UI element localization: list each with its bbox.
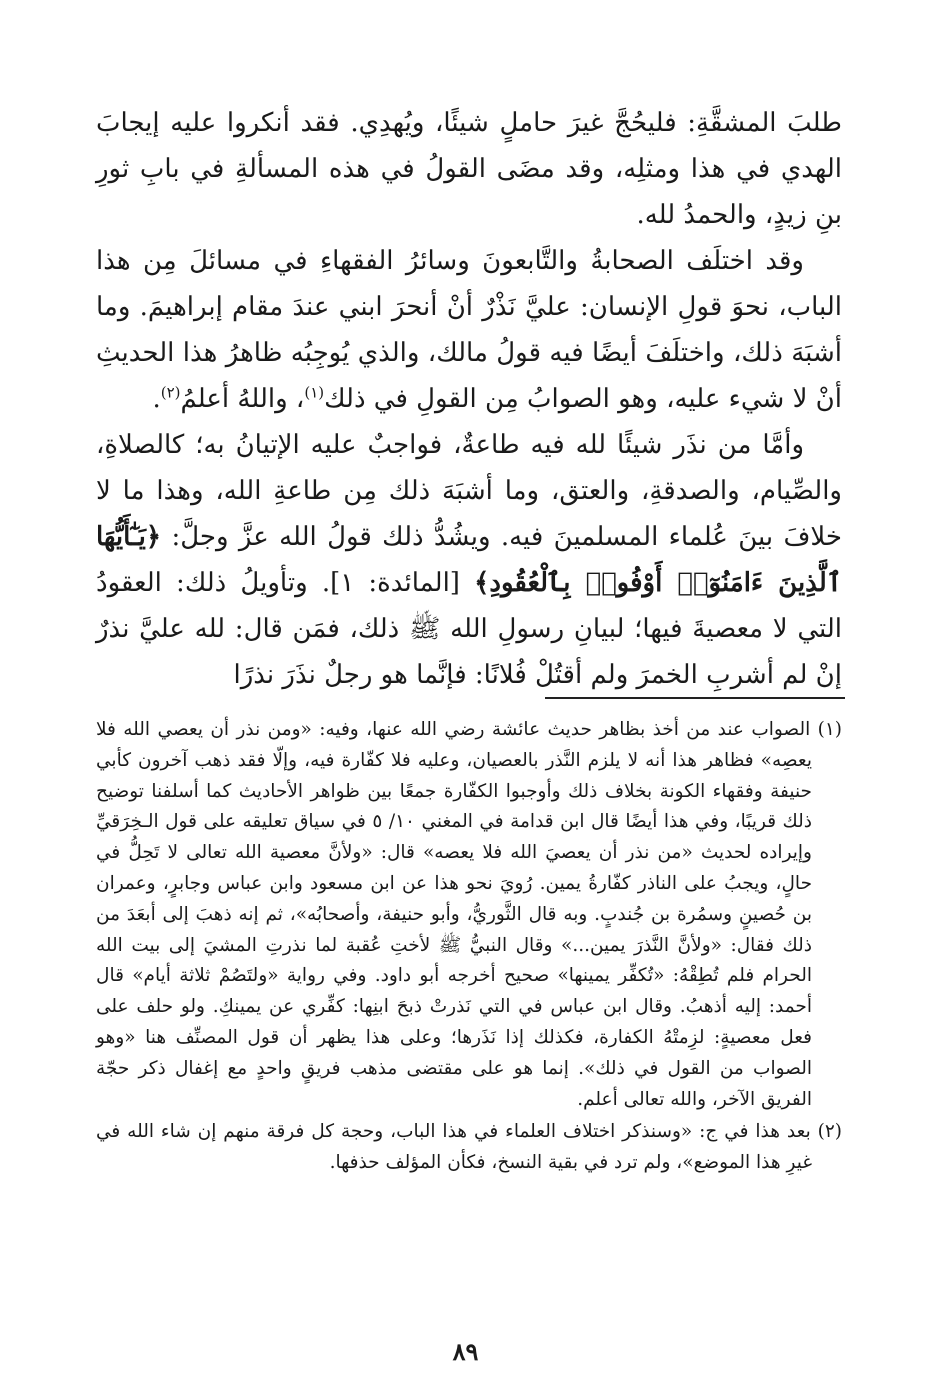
footnote-ref-2[interactable]: (٢) <box>160 383 181 402</box>
paragraph-2-text: وقد اختلَف الصحابةُ والتَّابعونَ وسائرُ الفقهاءِ في مسائلَ مِن هذا الباب، نحوَ قولِ الإنسان: عليَّ نَذْرٌ أنْ أنحرَ ابني عندَ مقام إبراهيمَ. وما أشبَهَ ذلك، واختلَفَ أيضًا فيه قولُ مالك، والذي يُوجِبُه ظاهرُ هذا الحديثِ أنْ لا شيء عليه، وهو الصوابُ مِن القولِ في ذلك <box>96 246 842 414</box>
footnote-2: (٢) بعد هذا في ج: «وسنذكر اختلاف العلماء في هذا الباب، وحجة كل فرقة منهم إن شاء الله في غيرِ هذا الموضع»، ولم ترد في بقية النسخ، فكأن المؤلف حذفها. <box>96 1121 842 1174</box>
quran-verse: ﴿يَـٰٓأَيُّهَا ٱلَّذِينَ ءَامَنُوٓا۟ أَوْفُوا۟ بِٱلْعُقُودِ﴾ <box>96 522 842 598</box>
footnote-ref-1[interactable]: (١) <box>304 383 325 402</box>
footnotes <box>96 715 842 1181</box>
paragraph-2-continued: ، واللهُ أعلمُ <box>180 384 305 414</box>
paragraph-3 <box>96 422 842 698</box>
footnote-1: (١) الصواب عند من أخذ بظاهر حديث عائشة رضي الله عنها، وفيه: «ومن نذر أن يعصي الله فلا يعصِه» فظاهر هذا أنه لا يلزم النَّذر بالعصيان، وعليه فلا كفّارة فيه، وإلّا فقد ذهب آخرون كأبي حنيفة وفقهاء الكونة بخلاف ذلك وأوجبوا الكفّارة جمعًا بين ظواهر الأحاديث كما أسلفنا توضيح ذلك قريبًا، وفي هذا أيضًا قال ابن قدامة في المغني ١٠/ ٥ في سياق تعليقه على قول الـخِرَقيِّ وإيراده لحديث «من نذر أن يعصيَ الله فلا يعصه» قال: «ولأنَّ معصية الله تعالى لا تَحِلُّ في حالٍ، ويجبُ على الناذر كفّارةُ يمين. رُويَ نحو هذا عن ابن مسعود وابن عباس وجابرٍ، وعمران بن حُصينٍ وسمُرة بن جُندبٍ. وبه قال الثَّوريُّ، وأبو حنيفة، وأصحابُه»، ثم إنه ذهبَ إلى أبعَدَ من ذلك فقال: «ولأنَّ النَّذرَ يمين...» وقال النبيُّ ﷺ لأختِ عُقبة لما نذرتِ المشيَ إلى بيت الله الحرام فلم تُطِقْهُ: «تُكفِّر يمينها» صحيح أخرجه أبو داود. وفي رواية «ولتَصُمْ ثلاثة أيام» قال أحمد: إليه أذهبُ. وقال ابن عباس في التي نَذرتْ ذبحَ ابنِها: كفِّري عن يمينكِ. ولو حلف على فعل معصيةٍ: لزِمتْهُ الكفارة، فكذلك إذا نَذَرها؛ وعلى هذا يظهر أن قول المصنِّف هنا «وهو الصواب من القول في ذلك». إنما هو على مقتضى مذهب فريقٍ واحدٍ مع إغفال ذكر حجّة الفريق الآخر، والله تعالى أعلم. <box>96 719 842 1110</box>
paragraph-3-text: وأمَّا من نذَر شيئًا لله فيه طاعةٌ، فواجبٌ عليه الإتيانُ به؛ كالصلاةِ، والصِّيام، والصدقةِ، والعتق، وما أشبَهَ ذلك مِن طاعةِ الله، وهذا ما لا خلافَ بينَ عُلماء المسلمينَ فيه. ويشُدُّ ذلك قولُ الله عزَّ وجلَّ: <box>96 430 842 552</box>
main-text <box>96 100 842 698</box>
paragraph-1: طلبَ المشقَّةِ: فليحُجَّ غيرَ حاملٍ شيئًا، ويُهدِي. فقد أنكروا عليه إيجابَ الهدي في هذا ومثلِه، وقد مضَى القولُ في هذه المسألةِ في بابِ ثورِ بنِ زيدٍ، والحمدُ لله. <box>96 108 842 230</box>
paragraph-3-continued: [المائدة: ١]. وتأويلُ ذلك: العقودُ التي لا معصيةَ فيها؛ لبيانِ رسولِ الله ﷺ ذلك، فمَن قال: لله عليَّ نذرٌ إنْ لم أشربِ الخمرَ ولم أقتُلْ فُلانًا: فإنَّما هو رجلٌ نذَرَ نذرًا <box>96 568 842 690</box>
page-number: ٨٩ <box>452 1337 479 1366</box>
paragraph-2 <box>96 238 842 422</box>
footnote-divider <box>545 697 845 699</box>
paragraph-2-end: . <box>152 384 161 414</box>
